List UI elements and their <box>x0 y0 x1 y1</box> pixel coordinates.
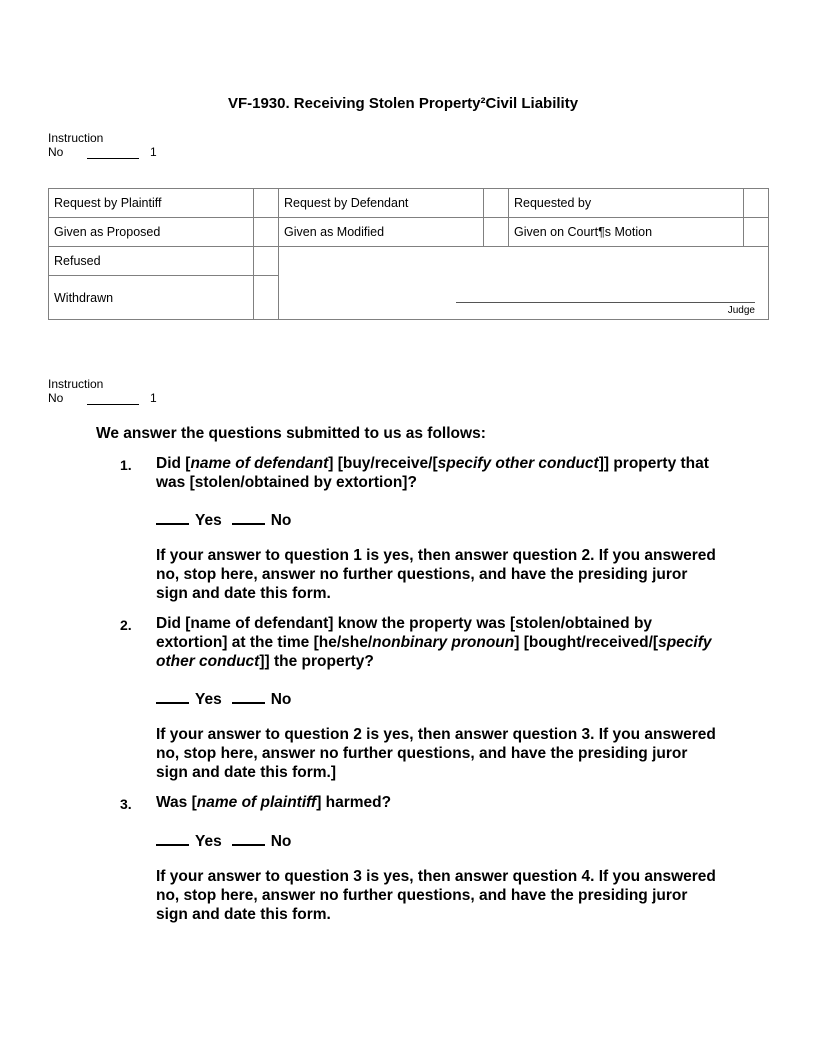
question-text-part: ] [buy/receive/[ <box>328 455 438 472</box>
request-by-defendant-box[interactable] <box>484 189 509 218</box>
given-as-proposed-box[interactable] <box>254 218 279 247</box>
given-on-courts-motion-box[interactable] <box>744 218 769 247</box>
yes-label: Yes <box>195 512 222 529</box>
instruction-no-label: No <box>48 145 64 159</box>
placeholder-italic: name of plaintiff <box>196 794 317 811</box>
yes-no-answer-1 <box>156 509 291 530</box>
withdrawn-label: Withdrawn <box>49 276 254 320</box>
given-as-modified-label: Given as Modified <box>279 218 484 247</box>
instruction-label: Instruction <box>48 377 104 391</box>
follow-instruction-2: If your answer to question 2 is yes, then answer question 3. If you answered no, stop here, answer no further questions, and have the presiding juror sign and date this form.] <box>156 726 716 781</box>
yes-label: Yes <box>195 691 222 708</box>
requested-by-label: Requested by <box>509 189 744 218</box>
no-label: No <box>270 512 292 529</box>
judge-signature-cell[interactable] <box>279 247 769 320</box>
follow-instruction-3: If your answer to question 3 is yes, then answer question 4. If you answered no, stop here, answer no further questions, and have the presiding juror sign and date this form. <box>156 868 716 923</box>
question-text <box>156 793 720 812</box>
request-status-table <box>48 188 769 320</box>
instruction-label: Instruction <box>48 131 104 145</box>
instruction-number-block <box>48 131 157 159</box>
given-as-modified-box[interactable] <box>484 218 509 247</box>
placeholder-italic: specify other conduct <box>156 634 712 670</box>
instruction-number: 1 <box>150 145 157 159</box>
yes-no-answer-2 <box>156 688 291 709</box>
yes-blank[interactable] <box>156 509 189 525</box>
instruction-no-blank[interactable] <box>87 147 139 159</box>
instruction-number-block <box>48 377 157 405</box>
refused-label: Refused <box>49 247 254 276</box>
no-blank[interactable] <box>232 830 265 846</box>
question-text-part: Did [name of defendant] know the property was [stolen/obtained by extortion] at the time [he/she/ <box>156 615 653 651</box>
requested-by-box[interactable] <box>744 189 769 218</box>
question-number: 2. <box>120 617 132 633</box>
verdict-intro: We answer the questions submitted to us as follows: <box>96 425 486 442</box>
refused-box[interactable] <box>254 247 279 276</box>
judge-signature-line[interactable] <box>456 302 755 303</box>
question-number: 3. <box>120 796 132 812</box>
no-blank[interactable] <box>232 688 265 704</box>
question-text-part: Did [ <box>156 455 191 472</box>
question-text-part: ]] property that was [stolen/obtained by extortion]? <box>156 455 709 491</box>
request-by-plaintiff-box[interactable] <box>254 189 279 218</box>
judge-label: Judge <box>727 305 755 316</box>
given-as-proposed-label: Given as Proposed <box>49 218 254 247</box>
question-1 <box>120 454 720 492</box>
given-on-courts-motion-label: Given on Court¶s Motion <box>509 218 744 247</box>
question-text <box>156 614 720 671</box>
yes-label: Yes <box>195 833 222 850</box>
no-blank[interactable] <box>232 509 265 525</box>
question-text <box>156 454 720 492</box>
question-number: 1. <box>120 457 132 473</box>
question-2 <box>120 614 720 671</box>
question-text-part: ] [bought/received/[ <box>514 634 659 651</box>
request-by-plaintiff-label: Request by Plaintiff <box>49 189 254 218</box>
no-label: No <box>270 833 292 850</box>
instruction-no-blank[interactable] <box>87 393 139 405</box>
document-title: VF-1930. Receiving Stolen Property²Civil Liability <box>227 95 579 112</box>
follow-instruction-1: If your answer to question 1 is yes, then answer question 2. If you answered no, stop here, answer no further questions, and have the presiding juror sign and date this form. <box>156 547 716 602</box>
placeholder-italic: specify other conduct <box>437 455 599 472</box>
yes-no-answer-3 <box>156 830 291 851</box>
instruction-number: 1 <box>150 391 157 405</box>
question-text-part: ] harmed? <box>316 794 392 811</box>
question-3 <box>120 793 720 812</box>
request-by-defendant-label: Request by Defendant <box>279 189 484 218</box>
question-text-part: Was [ <box>156 794 197 811</box>
placeholder-italic: name of defendant <box>190 455 329 472</box>
yes-blank[interactable] <box>156 688 189 704</box>
question-text-part: ]] the property? <box>259 653 374 670</box>
no-label: No <box>270 691 292 708</box>
yes-blank[interactable] <box>156 830 189 846</box>
placeholder-italic: nonbinary pronoun <box>372 634 515 651</box>
instruction-no-label: No <box>48 391 64 405</box>
withdrawn-box[interactable] <box>254 276 279 320</box>
